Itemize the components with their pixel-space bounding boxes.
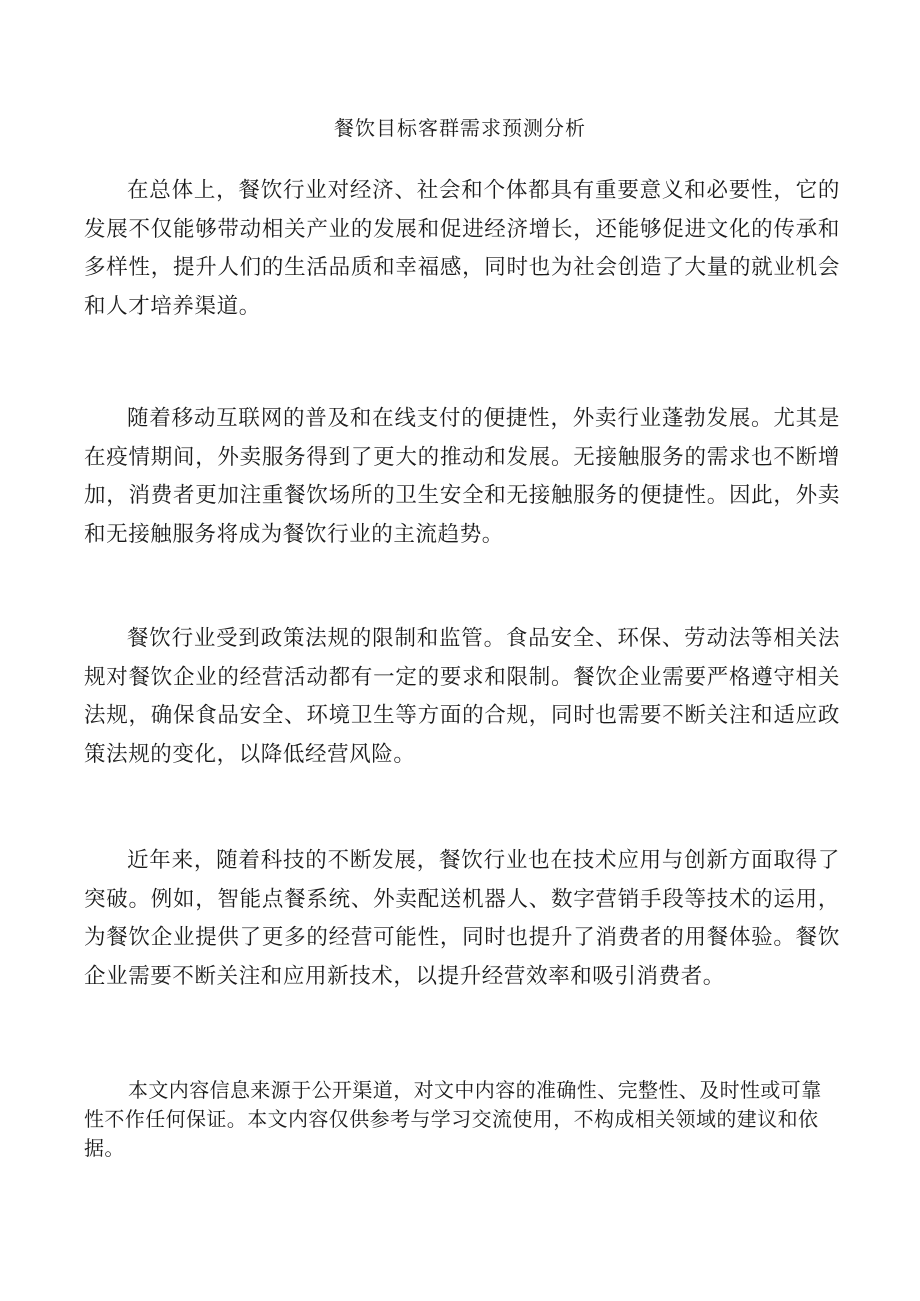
paragraph-technology-innovation: 近年来，随着科技的不断发展，餐饮行业也在技术应用与创新方面取得了突破。例如，智能点餐系统、外卖配送机器人、数字营销手段等技术的运用，为餐饮企业提供了更多的经营可能性，同时也提升了消费者的用餐体验。餐饮企业需要不断关注和应用新技术，以提升经营效率和吸引消费者。	[84, 848, 840, 989]
document-title: 餐饮目标客群需求预测分析	[334, 116, 586, 140]
paragraph-policy-regulation: 餐饮行业受到政策法规的限制和监管。食品安全、环保、劳动法等相关法规对餐饮企业的经营活动都有一定的要求和限制。餐饮企业需要严格遵守相关法规，确保食品安全、环境卫生等方面的合规，同时也需要不断关注和适应政策法规的变化，以降低经营风险。	[84, 626, 840, 767]
paragraph-takeout-trend: 随着移动互联网的普及和在线支付的便捷性，外卖行业蓬勃发展。尤其是在疫情期间，外卖服务得到了更大的推动和发展。无接触服务的需求也不断增加，消费者更加注重餐饮场所的卫生安全和无接触服务的便捷性。因此，外卖和无接触服务将成为餐饮行业的主流趋势。	[84, 406, 840, 547]
paragraph-economic-significance: 在总体上，餐饮行业对经济、社会和个体都具有重要意义和必要性，它的发展不仅能够带动相关产业的发展和促进经济增长，还能够促进文化的传承和多样性，提升人们的生活品质和幸福感，同时也为社会创造了大量的就业机会和人才培养渠道。	[84, 178, 840, 319]
disclaimer-text: 本文内容信息来源于公开渠道，对文中内容的准确性、完整性、及时性或可靠性不作任何保证。本文内容仅供参考与学习交流使用，不构成相关领域的建议和依据。	[84, 1078, 822, 1160]
